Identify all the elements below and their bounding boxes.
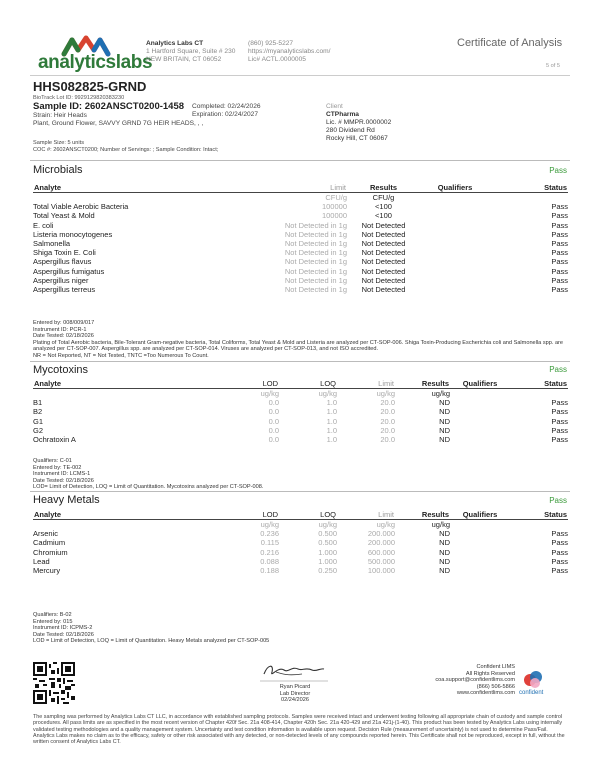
lod-value: 0.0 [268, 435, 279, 445]
limit-value: Not Detected in 1g [284, 266, 347, 276]
mycotoxins-notes [33, 458, 568, 491]
status-value: Pass [551, 248, 568, 258]
heavy-metals-notes [33, 612, 568, 645]
note-line: NR = Not Reported, NT = Not Tested, TNTC =Too Numerous To Count. [33, 352, 209, 359]
result-value: ND [439, 556, 450, 566]
col-limit: Limit [337, 510, 395, 520]
col-loq: LOQ [279, 379, 337, 389]
analyte-name: Aspergillus flavus [33, 257, 92, 267]
analyte-name: Total Yeast & Mold [33, 211, 95, 221]
lims-phone: (866) 506-5866 [476, 683, 515, 690]
loq-value: 1.0 [326, 425, 337, 435]
mycotoxins-header-row [33, 379, 568, 389]
result-unit: ug/kg [431, 520, 450, 530]
document-title: Certificate of Analysis [457, 37, 563, 49]
loq-unit: ug/kg [318, 389, 337, 399]
client-label: Client [326, 103, 343, 110]
status-value: Pass [551, 556, 568, 566]
heavy-metals-header-row [33, 510, 568, 520]
microbials-title: Microbials [33, 164, 83, 176]
result-value: ND [439, 538, 450, 548]
limit-value: 100.000 [367, 566, 395, 576]
col-status: Status [510, 379, 568, 389]
status-value: Pass [551, 275, 568, 285]
analyte-name: Total Viable Aerobic Bacteria [33, 202, 129, 212]
col-qualifiers: Qualifiers [450, 379, 510, 389]
qr-code-icon[interactable] [33, 662, 75, 704]
table-row [33, 211, 568, 220]
col-status: Status [490, 183, 568, 193]
lims-website[interactable]: www.confidentlims.com [456, 690, 515, 697]
lod-value: 0.236 [260, 529, 279, 539]
lab-name: Analytics Labs CT [146, 40, 204, 47]
col-analyte: Analyte [33, 379, 233, 389]
limit-value: 200.000 [367, 538, 395, 548]
lab-info [146, 40, 235, 64]
lab-contact [248, 40, 330, 64]
limit-value: 20.0 [380, 398, 395, 408]
limit-value: 600.000 [367, 547, 395, 557]
analyte-name: B1 [33, 398, 43, 408]
limit-value: 200.000 [367, 529, 395, 539]
limit-value: Not Detected in 1g [284, 220, 347, 230]
result-value: ND [439, 407, 450, 417]
signatory-block [270, 684, 320, 704]
result-value: ND [439, 398, 450, 408]
table-row [33, 548, 568, 557]
loq-value: 1.0 [326, 435, 337, 445]
analyte-name: Listeria monocytogenes [33, 229, 113, 239]
note-line: Instrument ID: PCR-1 [33, 326, 87, 333]
analyte-name: G1 [33, 416, 44, 426]
note-line: Date Tested: 02/18/2026 [33, 477, 94, 484]
limit-value: Not Detected in 1g [284, 248, 347, 258]
header-divider [30, 75, 570, 76]
limit-unit: ug/kg [376, 520, 395, 530]
result-value: ND [439, 566, 450, 576]
loq-value: 1.000 [318, 547, 337, 557]
coc-line: COC #: 2602ANSCT0200; Number of Servings: ; Sample Condition: Intact; [33, 147, 219, 153]
table-row [33, 529, 568, 538]
analyte-name: Aspergillus fumigatus [33, 266, 105, 276]
note-line: Entered by: 008/009/017 [33, 320, 95, 326]
limit-value: Not Detected in 1g [284, 229, 347, 239]
lims-rights: All Rights Reserved [465, 670, 515, 677]
sample-name: HHS082825-GRND [33, 79, 147, 94]
lod-value: 0.0 [268, 425, 279, 435]
col-loq: LOQ [279, 510, 337, 520]
result-unit: CFU/g [372, 193, 395, 203]
table-row [33, 202, 568, 211]
disclaimer: The sampling was performed by Analytics Labs CT LLC, in accordance with established sampling protocols. Samples were received intact and underwent testing following all appropriate chain of custody and sample control procedures. All pass limits are as specified in the most recent version of Chapter 420f Sec. 21a 408-414, Chapter 420h Sec. 21a 420-429 and 21a 421j-(1-40). This product has been tested by Analytics Labs using internally validated testing methodologies and a quality management system. Uncertainty and test condition information is available upon request. Decision Rule (measurement of uncertainty) is not used to determine Pass/Fail. Analytics Labs makes no claim as to the efficacy, safety or other risk associated with any detected, or non-detected levels of any compounds reported herein. This Certificate shall not be reproduced, except in full, without the written consent of Analytics Labs CT. [33, 714, 565, 746]
analyte-name: E. coli [33, 220, 54, 230]
col-analyte: Analyte [33, 510, 233, 520]
limit-value: 20.0 [380, 416, 395, 426]
status-value: Pass [551, 266, 568, 276]
limit-value: 20.0 [380, 425, 395, 435]
status-value: Pass [551, 202, 568, 212]
lod-value: 0.0 [268, 407, 279, 417]
lab-license: Lic# ACTL.0000005 [248, 56, 306, 63]
status-value: Pass [551, 529, 568, 539]
signature-image [258, 660, 330, 682]
heavy-metals-status: Pass [549, 496, 567, 505]
status-value: Pass [551, 257, 568, 267]
result-value: Not Detected [361, 257, 406, 267]
lod-value: 0.0 [268, 398, 279, 408]
col-qualifiers: Qualifiers [450, 510, 510, 520]
logo-wordmark: analyticslabs [38, 52, 153, 73]
result-value: ND [439, 529, 450, 539]
result-value: ND [439, 416, 450, 426]
signatory-name: Ryan Picard [279, 684, 311, 690]
status-value: Pass [551, 425, 568, 435]
microbials-status: Pass [549, 166, 567, 175]
note-line: Entered by: TE-002 [33, 464, 82, 471]
status-value: Pass [551, 416, 568, 426]
limit-value: 20.0 [380, 435, 395, 445]
limit-unit: ug/kg [376, 389, 395, 399]
status-value: Pass [551, 220, 568, 230]
heavy-metals-divider [30, 491, 570, 492]
result-value: Not Detected [361, 220, 406, 230]
note-line: Instrument ID: ICPMS-2 [33, 625, 93, 632]
loq-value: 0.500 [318, 529, 337, 539]
page-number: 5 of 5 [546, 63, 560, 69]
loq-value: 1.000 [318, 556, 337, 566]
client-block [326, 103, 391, 143]
result-value: Not Detected [361, 248, 406, 258]
microbials-divider [30, 160, 570, 161]
signature-date: 02/24/2026 [281, 697, 309, 704]
loq-value: 1.0 [326, 398, 337, 408]
analyte-name: Arsenic [33, 529, 59, 539]
sample-meta [33, 112, 233, 128]
result-value: Not Detected [361, 284, 406, 294]
status-value: Pass [551, 538, 568, 548]
microbials-header-row [33, 183, 568, 193]
table-row [33, 557, 568, 566]
client-address-line2: Rocky Hill, CT 06067 [326, 135, 388, 142]
analyte-name: B2 [33, 407, 43, 417]
limit-value: 100000 [321, 211, 347, 221]
limit-unit: CFU/g [325, 193, 347, 203]
expiration-date: Expiration: 02/24/2027 [192, 111, 258, 118]
lab-address-line2: NEW BRITAIN, CT 06052 [146, 56, 222, 63]
table-row [33, 221, 568, 230]
lims-email[interactable]: coa.support@confidentlims.com [435, 677, 515, 684]
limit-value: 500.000 [367, 556, 395, 566]
result-value: <100 [375, 202, 392, 212]
table-row [33, 417, 568, 426]
table-row [33, 267, 568, 276]
status-value: Pass [551, 407, 568, 417]
analyte-name: Aspergillus terreus [33, 284, 96, 294]
lab-address-line1: 1 Hartford Square, Suite # 230 [146, 48, 236, 55]
mycotoxins-divider [30, 361, 570, 362]
col-analyte: Analyte [33, 183, 263, 193]
confident-logo-text: confident [519, 690, 544, 696]
loq-value: 1.0 [326, 416, 337, 426]
heavy-metals-title: Heavy Metals [33, 494, 100, 506]
col-limit: Limit [263, 183, 347, 193]
note-line: LOD= Limit of Detection, LOQ = Limit of Quantitation. Mycotoxins analyzed per CT-SOP-008. [33, 484, 264, 491]
col-results: Results [395, 379, 450, 389]
col-lod: LOD [233, 510, 279, 520]
col-status: Status [510, 510, 568, 520]
limit-value: 100000 [321, 202, 347, 212]
limit-value: Not Detected in 1g [284, 284, 347, 294]
note-line: Date Tested: 02/18/2026 [33, 333, 94, 340]
lab-phone: (860) 925-5227 [248, 40, 294, 47]
mycotoxins-table [33, 379, 568, 444]
microbials-notes [33, 320, 568, 360]
units-row [33, 389, 568, 399]
sample-size: Sample Size: 5 units [33, 140, 84, 146]
result-value: ND [439, 435, 450, 445]
table-row [33, 257, 568, 266]
analyte-name: Ochratoxin A [33, 435, 76, 445]
status-value: Pass [551, 435, 568, 445]
limit-value: Not Detected in 1g [284, 257, 347, 267]
client-license: Lic. # MMPR.0000002 [326, 119, 392, 126]
table-row [33, 248, 568, 257]
analyte-name: G2 [33, 425, 44, 435]
mycotoxins-status: Pass [549, 365, 567, 374]
status-value: Pass [551, 239, 568, 249]
heavy-metals-table [33, 510, 568, 575]
lod-unit: ug/kg [260, 520, 279, 530]
col-qualifiers: Qualifiers [420, 183, 490, 193]
signatory-title: Lab Director [279, 690, 311, 697]
lod-value: 0.115 [260, 538, 279, 548]
note-line: Date Tested: 02/18/2026 [33, 631, 94, 638]
lod-value: 0.0 [268, 416, 279, 426]
result-value: Not Detected [361, 275, 406, 285]
status-value: Pass [551, 398, 568, 408]
lod-value: 0.216 [260, 547, 279, 557]
table-row [33, 538, 568, 547]
confident-logo-icon [522, 669, 544, 691]
table-row [33, 230, 568, 239]
result-value: <100 [375, 211, 392, 221]
biotrack-lot-id: BioTrack Lot ID: 9929129820383230 [33, 95, 125, 101]
analyte-name: Salmonella [33, 239, 71, 249]
status-value: Pass [551, 284, 568, 294]
table-row [33, 426, 568, 435]
analyte-name: Shiga Toxin E. Coli [33, 248, 96, 258]
lims-name: Confident LIMS [476, 664, 515, 670]
sample-id: Sample ID: 2602ANSCT0200-1458 [33, 101, 185, 112]
status-value: Pass [551, 547, 568, 557]
note-line: Plating of Total Aerobic bacteria, Bile-Tolerant Gram-negative bacteria, Total Coliforms, Total Yeast & Mold and Listeria are analyzed per CT-SOP-006. Shiga Toxin-Producing Escherichia coli and Salmonella spp. are analyzed per CT-SOP-007. Aspergillus spp. are analyzed per CT-SOP-014. Viruses are analyzed per CT-SOP-013, and not ISO accredited. [33, 339, 564, 353]
table-row [33, 566, 568, 575]
note-line: Qualifiers: B-02 [33, 612, 72, 618]
limit-value: 20.0 [380, 407, 395, 417]
strain: Strain: Heir Heads [33, 112, 87, 119]
analyte-name: Cadmium [33, 538, 66, 548]
analyte-name: Chromium [33, 547, 68, 557]
limit-value: Not Detected in 1g [284, 239, 347, 249]
table-row [33, 407, 568, 416]
analyte-name: Lead [33, 556, 50, 566]
microbials-table [33, 183, 568, 294]
lims-info [435, 664, 515, 697]
loq-value: 0.500 [318, 538, 337, 548]
result-value: ND [439, 425, 450, 435]
lod-unit: ug/kg [260, 389, 279, 399]
status-value: Pass [551, 211, 568, 221]
note-line: Entered by: 015 [33, 618, 73, 625]
loq-value: 1.0 [326, 407, 337, 417]
mycotoxins-title: Mycotoxins [33, 364, 89, 376]
status-value: Pass [551, 566, 568, 576]
limit-value: Not Detected in 1g [284, 275, 347, 285]
col-lod: LOD [233, 379, 279, 389]
note-line: Qualifiers: C-01 [33, 458, 72, 464]
note-line: Instrument ID: LCMS-1 [33, 471, 91, 478]
result-value: Not Detected [361, 266, 406, 276]
loq-value: 0.250 [318, 566, 337, 576]
analyte-name: Aspergillus niger [33, 275, 89, 285]
table-row [33, 435, 568, 444]
col-results: Results [347, 183, 420, 193]
result-value: Not Detected [361, 229, 406, 239]
result-unit: ug/kg [431, 389, 450, 399]
note-line: LOD = Limit of Detection, LOQ = Limit of Quantitation. Heavy Metals analyzed per CT-SOP-005 [33, 638, 270, 645]
result-value: ND [439, 547, 450, 557]
col-results: Results [395, 510, 450, 520]
sample-description: Plant, Ground Flower, SAVVY GRND 7G HEIR HEADS, , , [33, 120, 204, 127]
completed-date: Completed: 02/24/2026 [192, 103, 261, 110]
table-row [33, 285, 568, 294]
col-limit: Limit [337, 379, 395, 389]
client-name: CTPharma [326, 111, 359, 118]
table-row [33, 239, 568, 248]
analyte-name: Mercury [33, 566, 61, 576]
lab-website[interactable]: https://myanalyticslabs.com/ [248, 48, 331, 55]
client-address-line1: 280 Dividend Rd [326, 127, 375, 134]
table-row [33, 398, 568, 407]
units-row [33, 193, 568, 203]
lod-value: 0.088 [260, 556, 279, 566]
loq-unit: ug/kg [318, 520, 337, 530]
result-value: Not Detected [361, 239, 406, 249]
units-row [33, 520, 568, 530]
table-row [33, 276, 568, 285]
status-value: Pass [551, 229, 568, 239]
lod-value: 0.188 [260, 566, 279, 576]
